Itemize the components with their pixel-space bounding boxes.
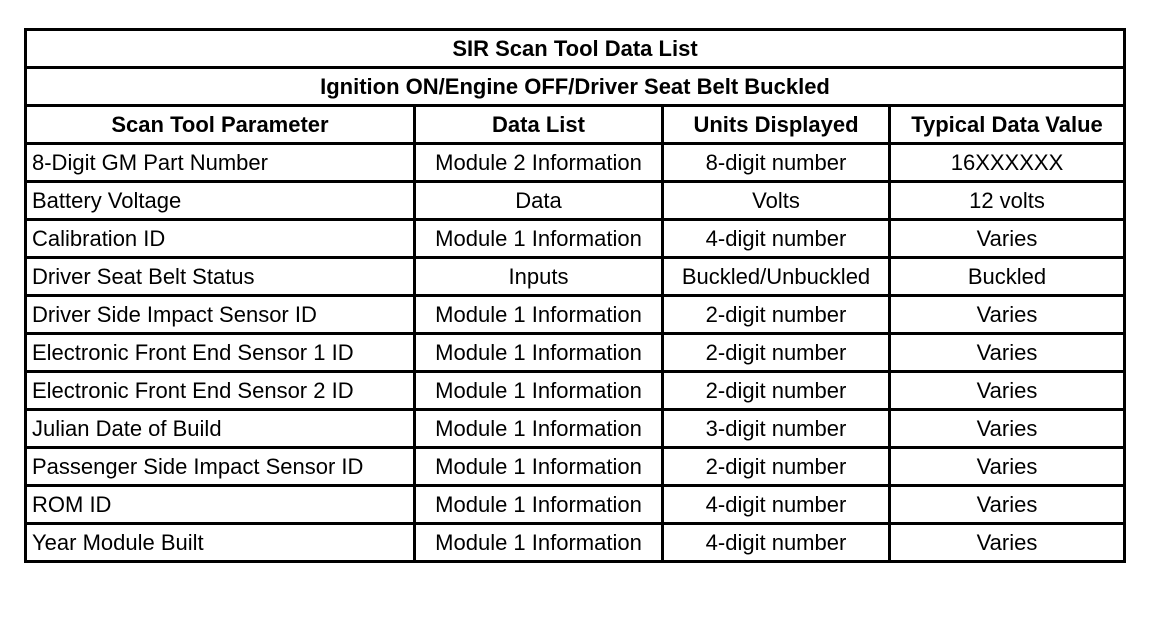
cell-parameter: Calibration ID [26,220,415,258]
cell-typical-value: Varies [890,372,1125,410]
cell-units: Buckled/Unbuckled [663,258,890,296]
cell-typical-value: Varies [890,334,1125,372]
cell-data-list: Module 1 Information [415,372,663,410]
cell-parameter: Julian Date of Build [26,410,415,448]
cell-parameter: Battery Voltage [26,182,415,220]
table-row [26,486,1125,524]
table-row [26,258,1125,296]
cell-typical-value: Buckled [890,258,1125,296]
cell-parameter: 8-Digit GM Part Number [26,144,415,182]
cell-typical-value: Varies [890,296,1125,334]
cell-typical-value: 12 volts [890,182,1125,220]
table-row [26,144,1125,182]
cell-typical-value: Varies [890,524,1125,562]
cell-typical-value: Varies [890,448,1125,486]
subtitle-row [26,68,1125,106]
cell-parameter: Electronic Front End Sensor 1 ID [26,334,415,372]
cell-typical-value: Varies [890,410,1125,448]
cell-data-list: Module 2 Information [415,144,663,182]
cell-units: Volts [663,182,890,220]
cell-data-list: Module 1 Information [415,334,663,372]
header-units-displayed: Units Displayed [663,106,890,144]
cell-data-list: Module 1 Information [415,296,663,334]
header-scan-tool-parameter: Scan Tool Parameter [26,106,415,144]
cell-typical-value: Varies [890,486,1125,524]
table-row [26,372,1125,410]
cell-units: 2-digit number [663,296,890,334]
cell-units: 2-digit number [663,448,890,486]
table-title: SIR Scan Tool Data List [26,30,1125,68]
table-subtitle: Ignition ON/Engine OFF/Driver Seat Belt Buckled [26,68,1125,106]
table-row [26,182,1125,220]
cell-units: 8-digit number [663,144,890,182]
table-row [26,448,1125,486]
cell-parameter: Driver Side Impact Sensor ID [26,296,415,334]
table-row [26,220,1125,258]
cell-data-list: Data [415,182,663,220]
cell-data-list: Inputs [415,258,663,296]
cell-data-list: Module 1 Information [415,220,663,258]
cell-units: 3-digit number [663,410,890,448]
cell-typical-value: 16XXXXXX [890,144,1125,182]
header-typical-data-value: Typical Data Value [890,106,1125,144]
cell-data-list: Module 1 Information [415,524,663,562]
cell-units: 2-digit number [663,334,890,372]
header-row [26,106,1125,144]
cell-parameter: Electronic Front End Sensor 2 ID [26,372,415,410]
cell-units: 4-digit number [663,220,890,258]
table-row [26,334,1125,372]
sir-scan-tool-data-table [24,28,1126,563]
cell-typical-value: Varies [890,220,1125,258]
cell-parameter: ROM ID [26,486,415,524]
cell-units: 2-digit number [663,372,890,410]
cell-units: 4-digit number [663,486,890,524]
cell-parameter: Year Module Built [26,524,415,562]
cell-units: 4-digit number [663,524,890,562]
cell-parameter: Passenger Side Impact Sensor ID [26,448,415,486]
cell-data-list: Module 1 Information [415,410,663,448]
cell-data-list: Module 1 Information [415,448,663,486]
table-row [26,296,1125,334]
cell-parameter: Driver Seat Belt Status [26,258,415,296]
header-data-list: Data List [415,106,663,144]
table-row [26,410,1125,448]
cell-data-list: Module 1 Information [415,486,663,524]
table-row [26,524,1125,562]
title-row [26,30,1125,68]
